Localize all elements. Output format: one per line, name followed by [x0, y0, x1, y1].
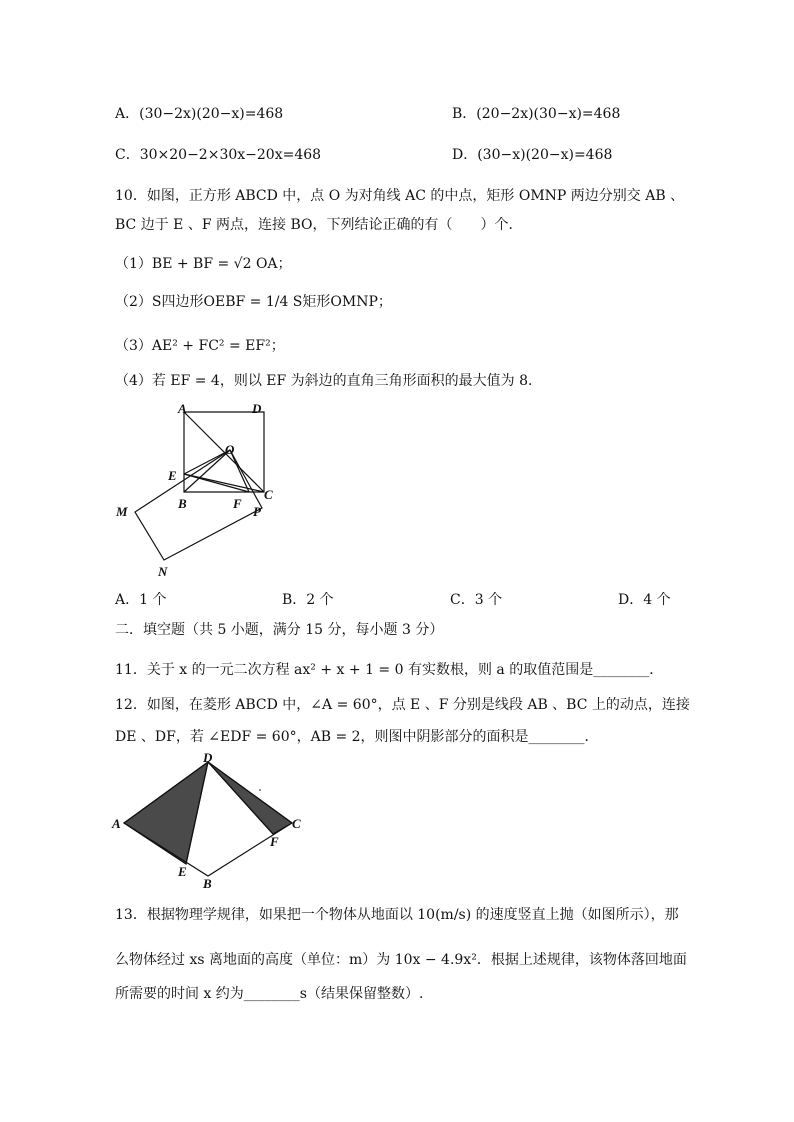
q11: 11．关于 x 的一元二次方程 ax² + x + 1 = 0 有实数根，则 a 的取值范围是________． — [115, 662, 664, 678]
q10-statement-3: （3）AE² + FC² = EF²； — [115, 338, 285, 354]
q10-statement-1: （1）BE + BF = √2 OA； — [115, 256, 292, 272]
fig12-label-d: D — [203, 752, 213, 765]
q10-statement-4: （4）若 EF = 4，则以 EF 为斜边的直角三角形面积的最大值为 8． — [115, 373, 543, 389]
fig-label-f: F — [233, 496, 242, 511]
section-title: 二．填空题（共 5 小题，满分 15 分，每小题 3 分） — [115, 622, 444, 638]
fig12-label-c: C — [292, 816, 301, 831]
fig12-label-f: F — [270, 834, 279, 849]
q10-option-a: A．1 个 — [115, 592, 167, 608]
fig-label-p: P — [253, 504, 261, 519]
q13-line1: 13．根据物理学规律，如果把一个物体从地面以 10(m/s) 的速度竖直上抛（如图所示），那 — [115, 907, 679, 923]
fig-label-a: A — [178, 401, 187, 416]
fig-label-c: C — [264, 487, 273, 502]
fig12-label-b: B — [203, 876, 212, 891]
q12-line2: DE 、DF，若 ∠EDF = 60°，AB = 2，则图中阴影部分的面积是________． — [115, 729, 599, 745]
fig-label-e: E — [168, 468, 177, 483]
q10-option-d: D．4 个 — [618, 592, 671, 608]
q10-stem-line1: 10．如图，正方形 ABCD 中，点 O 为对角线 AC 的中点，矩形 OMNP 两边分别交 AB 、 — [115, 188, 685, 204]
q13-line3: 所需要的时间 x 约为________s（结果保留整数）. — [115, 986, 424, 1002]
q12-line1: 12．如图，在菱形 ABCD 中，∠A = 60°，点 E 、F 分别是线段 AB 、BC 上的动点，连接 — [115, 697, 690, 713]
q12-figure — [110, 752, 310, 892]
fig12-label-e: E — [178, 864, 187, 879]
fig12-label-a: A — [112, 816, 121, 831]
fig-label-m: M — [116, 504, 128, 519]
q10-option-c: C．3 个 — [450, 592, 503, 608]
option-a: A．(30−2x)(20−x)=468 — [115, 106, 284, 122]
q10-option-b: B．2 个 — [282, 592, 334, 608]
option-c: C．30×20−2×30x−20x=468 — [115, 147, 322, 163]
fig-label-b: B — [178, 496, 187, 511]
fig-label-d: D — [252, 401, 262, 416]
q10-stem-line2: BC 边于 E 、F 两点，连接 BO，下列结论正确的有（ ）个． — [115, 217, 523, 233]
q13-line2: 么物体经过 xs 离地面的高度（单位：m）为 10x − 4.9x²．根据上述规律，该物体落回地面 — [115, 952, 687, 968]
fig-label-o: O — [225, 442, 235, 457]
option-b: B．(20−2x)(30−x)=468 — [452, 106, 621, 122]
option-d: D．(30−x)(20−x)=468 — [452, 147, 613, 163]
fig-label-n: N — [158, 564, 168, 579]
q10-statement-2: （2）S四边形OEBF = 1/4 S矩形OMNP； — [115, 294, 392, 310]
q10-figure — [110, 400, 290, 580]
